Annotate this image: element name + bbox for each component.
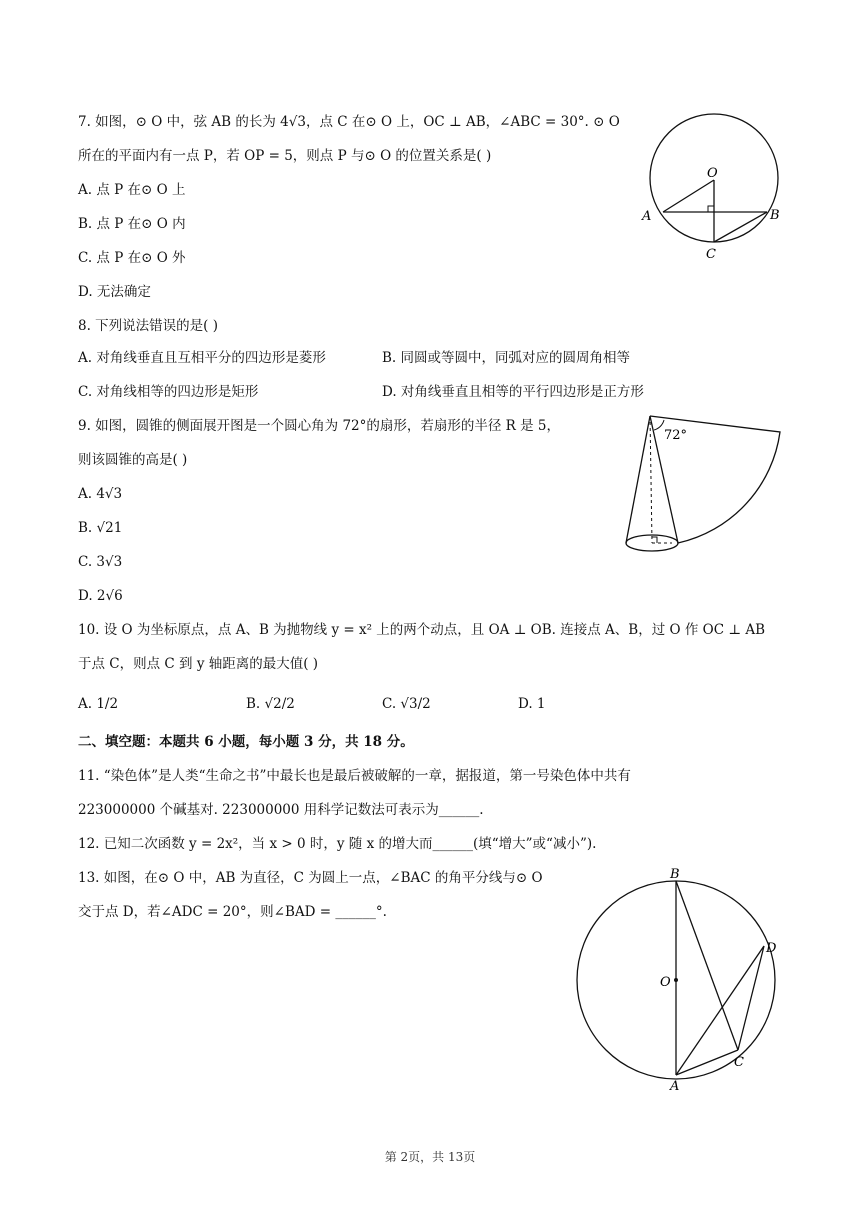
q7-stem-line2: 所在的平面内有一点 P，若 OP = 5，则点 P 与⊙ O 的位置关系是( ) — [78, 148, 492, 164]
q10-option-d: D. 1 — [518, 696, 546, 712]
q9-cone-figure — [612, 408, 792, 558]
q12-stem: 12. 已知二次函数 y = 2x²，当 x > 0 时，y 随 x 的增大而______(填“增大”或“减小”). — [78, 836, 597, 852]
q13-label-a: A — [670, 1079, 680, 1094]
q10-option-c: C. √3/2 — [382, 696, 431, 712]
q7-option-a: A. 点 P 在⊙ O 上 — [78, 182, 186, 198]
q13-label-b: B — [670, 867, 680, 882]
q13-label-o: O — [660, 975, 671, 990]
q8-option-a: A. 对角线垂直且互相平分的四边形是菱形 — [78, 350, 326, 366]
q13-stem-line2: 交于点 D，若∠ADC = 20°，则∠BAD = ______°. — [78, 904, 387, 920]
q10-stem-line2: 于点 C，则点 C 到 y 轴距离的最大值( ) — [78, 656, 319, 672]
q7-option-d: D. 无法确定 — [78, 284, 151, 300]
q8-option-b: B. 同圆或等圆中，同弧对应的圆周角相等 — [382, 350, 631, 366]
q10-stem-line1: 10. 设 O 为坐标原点，点 A、B 为抛物线 y = x² 上的两个动点，且 OA ⊥ OB. 连接点 A、B，过 O 作 OC ⊥ AB — [78, 622, 765, 638]
page-footer: 第 2页，共 13页 — [384, 1150, 476, 1164]
q9-angle-label: 72° — [664, 428, 688, 443]
q13-label-d: D — [766, 941, 777, 956]
q9-stem-line2: 则该圆锥的高是( ) — [78, 452, 188, 468]
q7-label-b: B — [770, 208, 780, 223]
q7-option-b: B. 点 P 在⊙ O 内 — [78, 216, 186, 232]
q7-option-c: C. 点 P 在⊙ O 外 — [78, 250, 186, 266]
q13-circle-figure — [568, 864, 790, 1094]
q10-option-b: B. √2/2 — [246, 696, 295, 712]
q8-stem: 8. 下列说法错误的是( ) — [78, 318, 218, 334]
q13-label-c: C — [734, 1055, 744, 1070]
q9-stem-line1: 9. 如图，圆锥的侧面展开图是一个圆心角为 72°的扇形，若扇形的半径 R 是 5， — [78, 418, 561, 434]
q9-option-d: D. 2√6 — [78, 588, 123, 604]
q7-label-o: O — [707, 166, 718, 181]
q11-stem-line1: 11. “染色体”是人类“生命之书”中最长也是最后被破解的一章，据报道，第一号染色体中共有 — [78, 768, 631, 784]
q7-circle-figure — [636, 108, 796, 268]
q8-option-d: D. 对角线垂直且相等的平行四边形是正方形 — [382, 384, 644, 400]
q9-option-a: A. 4√3 — [78, 486, 123, 502]
q9-option-b: B. √21 — [78, 520, 123, 536]
q13-stem-line1: 13. 如图，在⊙ O 中，AB 为直径，C 为圆上一点，∠BAC 的角平分线与⊙ O — [78, 870, 543, 886]
section-heading: 二、填空题：本题共 6 小题，每小题 3 分，共 18 分。 — [78, 734, 414, 750]
q7-label-a: A — [642, 209, 652, 224]
q10-option-a: A. 1/2 — [78, 696, 119, 712]
q7-stem-line1: 7. 如图，⊙ O 中，弦 AB 的长为 4√3，点 C 在⊙ O 上，OC ⊥ AB，∠ABC = 30°. ⊙ O — [78, 114, 620, 130]
q7-label-c: C — [706, 247, 716, 262]
q8-option-c: C. 对角线相等的四边形是矩形 — [78, 384, 259, 400]
q9-option-c: C. 3√3 — [78, 554, 123, 570]
q11-stem-line2: 223000000 个碱基对. 223000000 用科学记数法可表示为______. — [78, 802, 484, 818]
